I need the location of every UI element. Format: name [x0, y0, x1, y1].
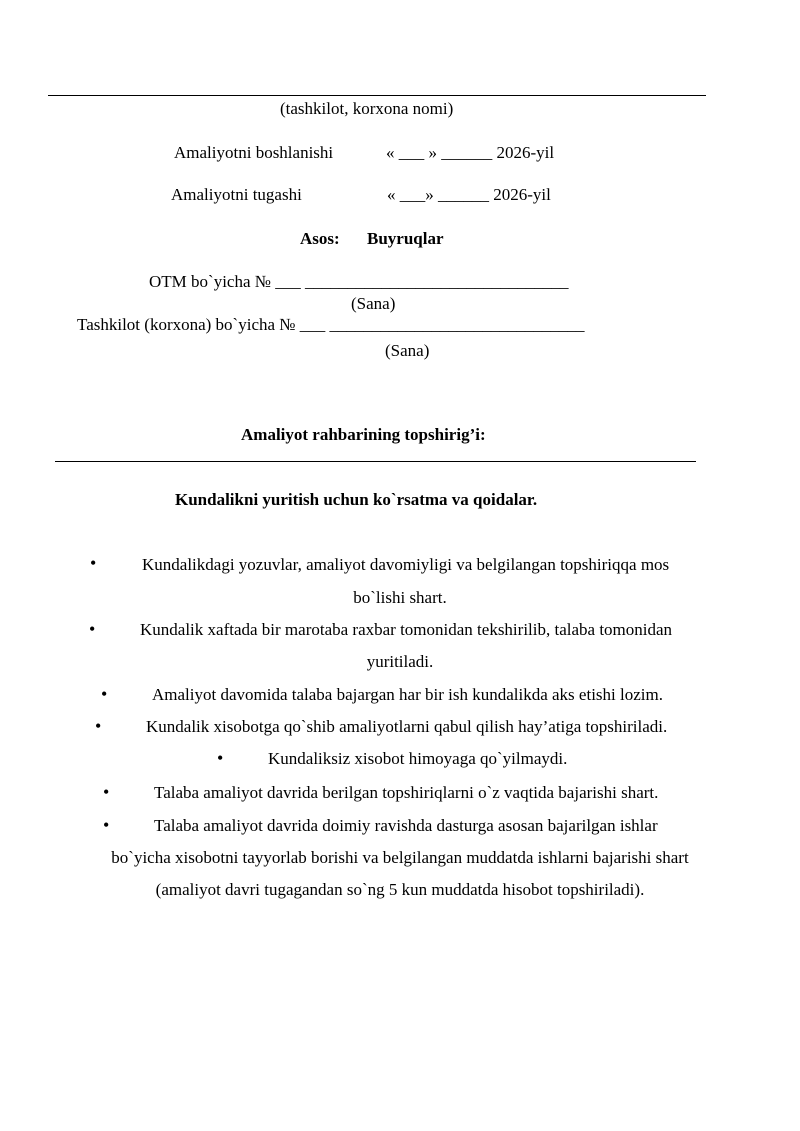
org-order-date-caption: (Sana): [385, 341, 430, 360]
rule-4-line-1: Kundalik xisobotga qo`shib amaliyotlarni qabul qilish hay’atiga topshiriladi.: [146, 717, 668, 736]
otm-order-date-caption: (Sana): [351, 294, 396, 313]
task-line: [55, 461, 696, 462]
org-name-line: [48, 95, 706, 96]
otm-order-line: OTM bo`yicha № ___ _______________________________: [149, 272, 569, 291]
basis-label: Asos:: [300, 229, 340, 248]
bullet-icon: •: [89, 619, 96, 639]
bullet-icon: •: [103, 815, 110, 835]
rule-7-line-3: (amaliyot davri tugagandan so`ng 5 kun muddatda hisobot topshiriladi).: [155, 880, 645, 899]
rule-2-line-2: yuritiladi.: [366, 652, 434, 671]
org-order-line: Tashkilot (korxona) bo`yicha № ___ ______________________________: [77, 315, 585, 334]
rule-5-line-1: Kundaliksiz xisobot himoyaga qo`yilmaydi.: [268, 749, 568, 768]
basis-value: Buyruqlar: [367, 229, 444, 248]
rule-2-line-1: Kundalik xaftada bir marotaba raxbar tomonidan tekshirilib, talaba tomonidan: [140, 620, 673, 639]
rules-title: Kundalikni yuritish uchun ko`rsatma va qoidalar.: [175, 490, 538, 509]
rule-6-line-1: Talaba amaliyot davrida berilgan topshiriqlarni o`z vaqtida bajarishi shart.: [154, 783, 659, 802]
org-name-caption: (tashkilot, korxona nomi): [280, 99, 454, 118]
task-title: Amaliyot rahbarining topshirig’i:: [241, 425, 486, 444]
bullet-icon: •: [101, 684, 108, 704]
rule-1-line-2: bo`lishi shart.: [353, 588, 447, 607]
rule-3-line-1: Amaliyot davomida talaba bajargan har bir ish kundalikda aks etishi lozim.: [152, 685, 663, 704]
bullet-icon: •: [95, 716, 102, 736]
bullet-icon: •: [90, 553, 97, 573]
start-date-label: Amaliyotni boshlanishi: [174, 143, 334, 162]
rule-1-line-1: Kundalikdagi yozuvlar, amaliyot davomiyligi va belgilangan topshiriqqa mos: [142, 555, 670, 574]
rule-7-line-1: Talaba amaliyot davrida doimiy ravishda dasturga asosan bajarilgan ishlar: [154, 816, 658, 835]
end-date-value: « ___» ______ 2026-yil: [387, 185, 551, 204]
rule-7-line-2: bo`yicha xisobotni tayyorlab borishi va belgilangan muddatda ishlarni bajarishi shart: [111, 848, 689, 867]
end-date-label: Amaliyotni tugashi: [171, 185, 302, 204]
bullet-icon: •: [217, 748, 224, 768]
start-date-value: « ___ » ______ 2026-yil: [386, 143, 555, 162]
bullet-icon: •: [103, 782, 110, 802]
